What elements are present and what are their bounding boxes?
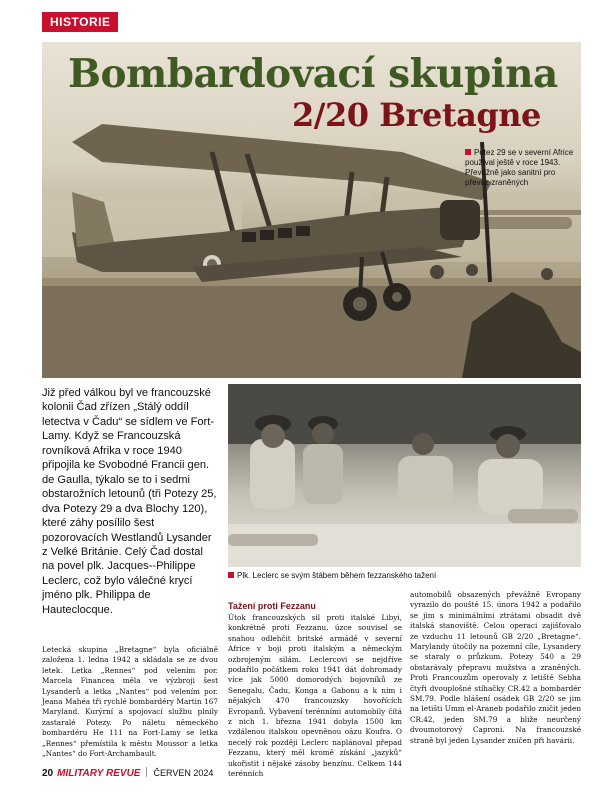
photo-caption-1-text: Potez 29 se v severní Africe používal ještě v roce 1943. Převážně jako sanitní pro převoz zraněných: [465, 148, 574, 187]
section-heading: Tažení proti Fezzanu: [228, 601, 316, 611]
page-footer: [42, 767, 213, 780]
column-3: [410, 590, 581, 746]
photo-caption-1: [465, 148, 577, 188]
intro-paragraph: Již před válkou byl ve francouzské kolonii Čad zřízen „Stálý oddíl letectva v Čadu“ se sídlem ve Fort-Lamy. Když se Francouzská rovníková Afrika v roce 1940 připojila ke Svobodné Francii gen. de Gaulla, týkalo se to i sedmi obstarožních letounů (tři Potezy 25, dva Potezy 29 a dva Blochy 120), které záhy posílilo šest pozorovacích Westlandů Lysander z Velké Británie. Celý Čad dostal na povel plk. Jacques--Philippe Leclerc, což bylo válečné krycí jméno plk. Philippa de Hauteclocque.: [42, 387, 217, 616]
photo-caption-2-text: Plk. Leclerc se svým štábem během fezzanského tažení: [237, 571, 437, 580]
caption-square-icon: [228, 572, 234, 578]
brand-logo: MILITARY REVUE: [57, 768, 141, 779]
column-1-text: Letecká skupina „Bretagne“ byla oficiálně založena 1. ledna 1942 a skládala se ze dvou letek. Letka „Rennes“ pod velením por. Marcela Financea měla ve výzbroji šest Lysanderů a letka „Nantes“ pod velením por. Jeana Mahéa tři rychlé bombardéry Martin 167 Maryland. Kurýrní a spojovací službu plnily zastaralé Potezy. Po náletu německého bombardéru He 111 na Fort-Lamy se letka „Rennes“ přemístila k městu Moussor a letka „Nantes“ do Fort-Archambault.: [42, 645, 218, 759]
leclerc-photo: [228, 384, 581, 567]
caption-square-icon: [465, 149, 471, 155]
title-line-1: Bombardovací skupina: [68, 51, 558, 97]
photo-caption-2: [228, 571, 436, 581]
footer-divider: [146, 767, 147, 777]
section-tag: HISTORIE: [42, 12, 118, 32]
leclerc-illustration: [228, 384, 581, 567]
issue-label: ČERVEN 2024: [153, 768, 214, 778]
column-1: [42, 645, 218, 759]
column-3-text: automobilů obsazených převážně Evropany vyrazilo do pouště 15. února 1942 a podařilo se jim s minimálními ztrátami obsadit dvě italská stanoviště. Celou operaci zajišťovalo ze vzduchu 11 letounů GB 2/20 „Bretagne“. Marylandy útočily na pozemní cíle, Lysandery se staraly o průzkum. Potezy 540 a 29 obstarávaly přepravu mužstva a zraněných. Proti Francouzům operovaly z letiště Sebha čtyři dvouplošné stíhačky CR.42 a bombardér SM.79. Podle hlášení osádek GB 2/20 se jim na letišti Umm el-Araneb podařilo zničit jeden CR.42, jeden SM.79 a bliže neurčený dvoumotorový Caproni. Na francouzské straně byl jeden Lysander zničen při havárii.: [410, 590, 581, 745]
title-line-2: 2/20 Bretagne: [292, 96, 541, 134]
column-2-text: Útok francouzských sil proti italské Libyi, konkrétně proti Fezzanu, úzce souvisel se snahou odlehčit britské armádě v severní Africe v boji proti italským a německým ozbrojeným silám. Leclercovi se nejdříve podařilo počátkem roku 1941 dát dohromady více jak 5000 domorodých bojovníků ze Senegalu, Čadu, Konga a Gabonu a k nim i nějakých 470 francouzsky hovořících Evropanů. Vybavení terénními automobily čítá z nich 1. března 1941 dobyla 1500 km vzdálenou italskou opevněnou oázu Koufra. O necelý rok později Leclerc naplánoval přepad Fezzanu, který měl kromě získání „jazyků“ ukořistit i nějaké zásoby benzínu. Celkem 144 terénních: [228, 613, 402, 779]
column-2: [228, 601, 402, 780]
page-number: 20: [42, 768, 54, 779]
